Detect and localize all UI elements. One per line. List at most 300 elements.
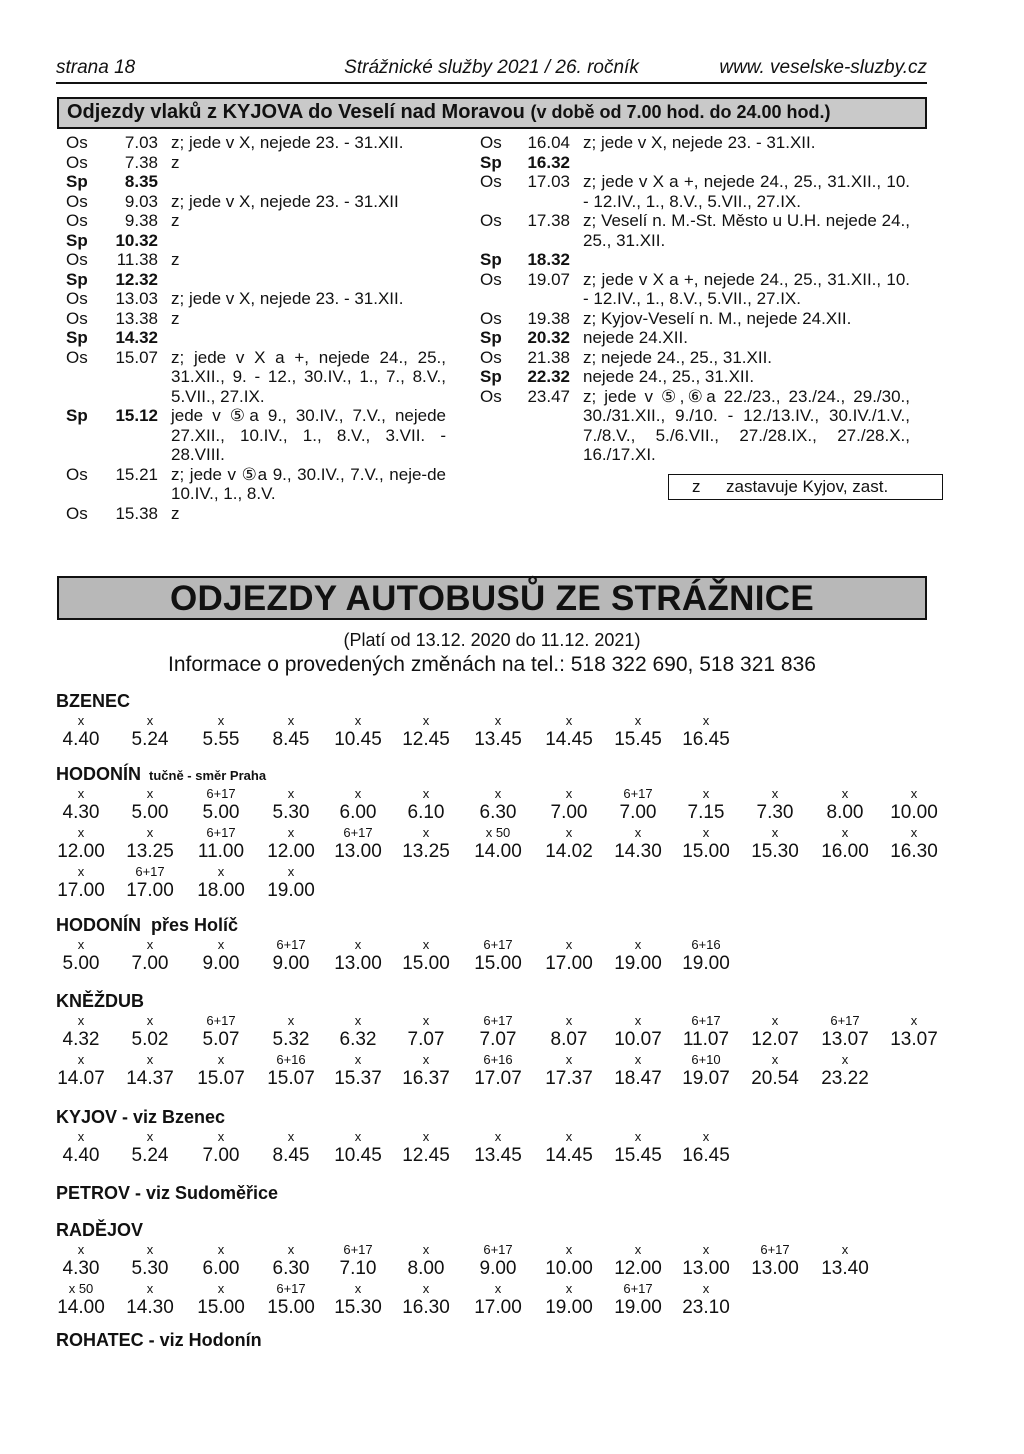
- departure: [323, 1129, 393, 1167]
- departure: [256, 864, 326, 902]
- train-note: [158, 328, 446, 348]
- departure-time: 13.00: [751, 1258, 799, 1279]
- page-number: strana 18: [56, 57, 136, 78]
- departure-time: 10.45: [334, 729, 382, 750]
- train-time: 13.38: [115, 308, 158, 328]
- departure-time: 12.45: [402, 1145, 450, 1166]
- departure: [463, 1013, 533, 1051]
- departure: [603, 1013, 673, 1051]
- train-time: 7.38: [124, 152, 158, 172]
- departure-days-mark: x: [287, 825, 295, 840]
- departure-days-mark: x: [565, 1052, 573, 1067]
- departure-time: 15.30: [751, 841, 799, 862]
- train-time: 14.32: [115, 328, 158, 347]
- departure-days-mark: x: [494, 786, 502, 801]
- train-row: [480, 328, 910, 348]
- destination-block: [56, 1220, 936, 1320]
- departure-time: 7.00: [550, 802, 588, 823]
- departure-days-mark: x: [146, 937, 154, 952]
- legend-value: zastavuje Kyjov, zast.: [726, 477, 889, 496]
- departure: [115, 713, 185, 751]
- departure-time: 8.00: [407, 1258, 445, 1279]
- train-row: [66, 504, 446, 524]
- departure-time: 8.07: [550, 1029, 588, 1050]
- departure-time: 8.45: [272, 1145, 310, 1166]
- departure-days-mark: 6+17: [760, 1242, 790, 1257]
- train-column-left: [66, 133, 446, 523]
- departure: [671, 937, 741, 975]
- departure-days-mark: x: [702, 1281, 710, 1296]
- train-row: [480, 367, 910, 387]
- departure: [186, 1129, 256, 1167]
- departure: [46, 937, 116, 975]
- departure-row: [56, 1281, 936, 1320]
- departure-days-mark: x: [146, 1129, 154, 1144]
- departure-time: 14.45: [545, 729, 593, 750]
- departure-time: 14.00: [57, 1297, 105, 1318]
- departure-days-mark: x: [634, 1129, 642, 1144]
- departure-time: 18.00: [197, 880, 245, 901]
- departure-days-mark: x: [634, 1242, 642, 1257]
- departure-days-mark: x: [422, 1242, 430, 1257]
- departure-time: 15.00: [402, 953, 450, 974]
- departure: [323, 1013, 393, 1051]
- departure-time: 4.32: [62, 1029, 100, 1050]
- train-note: z: [171, 211, 180, 230]
- departure: [391, 1052, 461, 1090]
- departure: [671, 1052, 741, 1090]
- departure-days-mark: x: [287, 786, 295, 801]
- departure-days-mark: x: [422, 1052, 430, 1067]
- departure-time: 6.00: [202, 1258, 240, 1279]
- departure-days-mark: x: [565, 1013, 573, 1028]
- train-note: z; Kyjov-Veselí n. M., nejede 24.XII.: [583, 308, 852, 328]
- departure: [534, 713, 604, 751]
- train-time: 17.38: [527, 211, 570, 230]
- departure: [46, 864, 116, 902]
- departure-days-mark: x: [217, 1281, 225, 1296]
- train-time: 13.03: [115, 289, 158, 308]
- departure-time: 19.07: [682, 1068, 730, 1089]
- departure-time: 16.37: [402, 1068, 450, 1089]
- departure-time: 17.00: [474, 1297, 522, 1318]
- departure: [256, 1281, 326, 1319]
- departure-time: 9.00: [202, 953, 240, 974]
- train-type: Os: [480, 347, 502, 367]
- departure: [391, 786, 461, 824]
- train-note: [570, 250, 910, 270]
- departure: [603, 1281, 673, 1319]
- departure-days-mark: x: [217, 937, 225, 952]
- departure-time: 11.00: [197, 841, 245, 862]
- departure: [463, 713, 533, 751]
- train-note: nejede 24.XII.: [583, 328, 688, 347]
- train-row: [66, 309, 446, 329]
- departure-row: [56, 786, 936, 825]
- departure-time: 7.07: [407, 1029, 445, 1050]
- departure-time: 15.45: [614, 729, 662, 750]
- departure: [115, 1281, 185, 1319]
- departure-time: 13.00: [334, 953, 382, 974]
- departure-days-mark: x: [354, 786, 362, 801]
- departure-days-mark: x: [77, 1242, 85, 1257]
- departure-days-mark: x: [910, 1013, 918, 1028]
- destination-label: BZENEC: [56, 691, 131, 711]
- departure: [115, 1013, 185, 1051]
- departure-time: 4.30: [62, 802, 100, 823]
- train-row: [66, 172, 446, 192]
- train-row: [480, 250, 910, 270]
- departure-days-mark: x: [146, 786, 154, 801]
- departure: [391, 1013, 461, 1051]
- departure-time: 13.07: [890, 1029, 938, 1050]
- train-type: Os: [66, 503, 88, 523]
- departure-days-mark: x: [287, 713, 295, 728]
- train-time: 15.21: [115, 464, 158, 484]
- departure-days-mark: 6+16: [691, 937, 721, 952]
- departure-days-mark: x: [146, 713, 154, 728]
- departure-days-mark: x: [217, 1052, 225, 1067]
- departure: [740, 1242, 810, 1280]
- departure-time: 5.00: [62, 953, 100, 974]
- departure: [186, 1242, 256, 1280]
- departure-time: 9.00: [479, 1258, 517, 1279]
- legend-key: z: [692, 477, 701, 496]
- departure-days-mark: 6+16: [483, 1052, 513, 1067]
- departure: [603, 1242, 673, 1280]
- destination-block: [56, 1330, 936, 1352]
- departure: [256, 1129, 326, 1167]
- departure-time: 15.00: [474, 953, 522, 974]
- departure-time: 5.00: [202, 802, 240, 823]
- departure-days-mark: x: [287, 1242, 295, 1257]
- departure: [46, 786, 116, 824]
- departure-time: 14.37: [126, 1068, 174, 1089]
- destination-block: [56, 915, 936, 976]
- train-type: Os: [480, 211, 502, 230]
- departure-days-mark: x: [287, 1129, 295, 1144]
- departure: [186, 825, 256, 863]
- departure-time: 16.45: [682, 1145, 730, 1166]
- train-type: Os: [66, 464, 88, 484]
- destination-subtitle: tučně - směr Praha: [149, 768, 267, 783]
- train-note: z; jede v X a +, nejede 24., 25., 31.XII., 10. - 12.IV., 1., 8.V., 5.VII., 27.IX.: [583, 269, 910, 308]
- departure-days-mark: x: [565, 1281, 573, 1296]
- departure-time: 7.00: [131, 953, 169, 974]
- departure-time: 5.07: [202, 1029, 240, 1050]
- departure-days-mark: 6+17: [343, 825, 373, 840]
- departure-days-mark: x: [287, 1013, 295, 1028]
- departure: [186, 864, 256, 902]
- departure-time: 14.02: [545, 841, 593, 862]
- departure: [463, 1052, 533, 1090]
- train-time: 16.04: [527, 133, 570, 152]
- departure-days-mark: x: [841, 1242, 849, 1257]
- departure-time: 15.00: [197, 1297, 245, 1318]
- departure-days-mark: x: [287, 864, 295, 879]
- destination-name: [56, 991, 936, 1013]
- train-type: Os: [66, 191, 88, 211]
- departure-days-mark: x: [77, 786, 85, 801]
- departure: [323, 713, 393, 751]
- departure-time: 16.45: [682, 729, 730, 750]
- departure: [810, 825, 880, 863]
- train-row: [66, 250, 446, 270]
- departure-time: 6.30: [479, 802, 517, 823]
- departure-time: 12.00: [267, 841, 315, 862]
- departure-days-mark: x: [217, 864, 225, 879]
- departure: [603, 786, 673, 824]
- departure-time: 10.00: [545, 1258, 593, 1279]
- departure-row: [56, 713, 936, 752]
- departure-days-mark: x: [565, 1129, 573, 1144]
- departure-time: 13.45: [474, 729, 522, 750]
- train-type: Os: [480, 133, 502, 152]
- departure: [740, 1052, 810, 1090]
- departure-days-mark: x: [634, 713, 642, 728]
- departure-time: 8.00: [826, 802, 864, 823]
- departure-time: 13.40: [821, 1258, 869, 1279]
- website-url: www. veselske-sluzby.cz: [719, 57, 927, 78]
- departure-days-mark: x: [702, 1129, 710, 1144]
- departure-time: 14.45: [545, 1145, 593, 1166]
- departure-time: 5.30: [272, 802, 310, 823]
- departure: [46, 713, 116, 751]
- departure-days-mark: x: [422, 713, 430, 728]
- departure-time: 12.07: [751, 1029, 799, 1050]
- bus-title-text: ODJEZDY AUTOBUSŮ ZE STRÁŽNICE: [170, 579, 814, 618]
- departure-time: 23.22: [821, 1068, 869, 1089]
- departure-days-mark: x: [422, 786, 430, 801]
- train-time: 19.38: [527, 308, 570, 328]
- departure-time: 13.25: [402, 841, 450, 862]
- departure: [534, 1129, 604, 1167]
- departure-time: 5.32: [272, 1029, 310, 1050]
- departure-days-mark: x: [494, 1129, 502, 1144]
- departure-time: 7.15: [687, 802, 725, 823]
- train-row: [480, 153, 910, 173]
- departure-time: 4.40: [62, 1145, 100, 1166]
- departure: [671, 825, 741, 863]
- departure-time: 15.30: [334, 1297, 382, 1318]
- departure-days-mark: x: [634, 825, 642, 840]
- departure: [323, 937, 393, 975]
- departure: [534, 937, 604, 975]
- train-row: [66, 465, 446, 504]
- destination-name: [56, 1330, 936, 1352]
- departure: [46, 1281, 116, 1319]
- destination-label: KYJOV - viz Bzenec: [56, 1107, 226, 1127]
- departure: [186, 786, 256, 824]
- departure-time: 19.00: [545, 1297, 593, 1318]
- train-note: [570, 153, 910, 173]
- train-note: z: [171, 503, 180, 523]
- train-type: Os: [66, 211, 88, 230]
- departure-time: 8.45: [272, 729, 310, 750]
- departure-time: 7.30: [756, 802, 794, 823]
- destination-label: PETROV - viz Sudoměřice: [56, 1183, 279, 1203]
- destination-label: KNĚŽDUB: [56, 991, 144, 1011]
- departure-days-mark: x: [77, 864, 85, 879]
- destination-label: RADĚJOV: [56, 1220, 144, 1240]
- departure-time: 15.07: [197, 1068, 245, 1089]
- departure-time: 19.00: [682, 953, 730, 974]
- departure-days-mark: x: [422, 1281, 430, 1296]
- departure: [740, 786, 810, 824]
- destination-name: [56, 915, 936, 937]
- phone-info: Informace o provedených změnách na tel.: 518 322 690, 518 321 836: [168, 653, 816, 676]
- train-time: 11.38: [116, 250, 158, 269]
- destination-block: [56, 1183, 936, 1205]
- train-type: Os: [66, 347, 88, 367]
- train-note: [158, 172, 446, 192]
- departure-days-mark: x: [841, 786, 849, 801]
- train-time: 21.38: [527, 347, 570, 367]
- departure-days-mark: 6+17: [691, 1013, 721, 1028]
- train-type: Os: [66, 133, 88, 152]
- train-title-text: Odjezdy vlaků z KYJOVA do Veselí nad Moravou: [67, 101, 525, 123]
- destination-name: [56, 691, 936, 713]
- departure-days-mark: x: [77, 937, 85, 952]
- departure-days-mark: x: [702, 713, 710, 728]
- train-legend: [668, 474, 943, 500]
- departure-time: 4.30: [62, 1258, 100, 1279]
- departure-time: 14.30: [126, 1297, 174, 1318]
- departure-days-mark: x: [494, 1281, 502, 1296]
- departure: [463, 1281, 533, 1319]
- train-time: 19.07: [527, 269, 570, 289]
- departure: [671, 713, 741, 751]
- publication-title: Strážnické služby 2021 / 26. ročník: [344, 57, 639, 78]
- destination-block: [56, 991, 936, 1091]
- departure-days-mark: 6+17: [206, 1013, 236, 1028]
- train-type: Sp: [66, 230, 88, 250]
- departure: [256, 825, 326, 863]
- departure-time: 10.07: [614, 1029, 662, 1050]
- departure-time: 13.00: [682, 1258, 730, 1279]
- departure-days-mark: 6+17: [276, 937, 306, 952]
- departure-time: 5.00: [131, 802, 169, 823]
- train-note: z; jede v X, nejede 23. - 31.XII.: [171, 289, 404, 308]
- departure: [391, 937, 461, 975]
- departure: [323, 1242, 393, 1280]
- departure: [671, 1242, 741, 1280]
- departure: [810, 1052, 880, 1090]
- train-row: [66, 328, 446, 348]
- departure-days-mark: x: [146, 825, 154, 840]
- departure: [46, 825, 116, 863]
- departure-days-mark: x: [634, 1052, 642, 1067]
- departure: [391, 1129, 461, 1167]
- train-type: Os: [66, 152, 88, 172]
- departure-days-mark: 6+17: [623, 786, 653, 801]
- departure: [879, 825, 949, 863]
- train-row: [66, 406, 446, 465]
- train-type: Sp: [480, 328, 502, 347]
- departure-days-mark: x: [354, 1129, 362, 1144]
- train-note: z: [171, 250, 180, 269]
- departure: [115, 1052, 185, 1090]
- departure-days-mark: x: [217, 1242, 225, 1257]
- departure: [186, 1013, 256, 1051]
- train-note: jede v ⑤a 9., 30.IV., 7.V., nejede 27.XII., 10.IV., 1., 8.V., 3.VII. - 28.VIII.: [171, 406, 446, 464]
- departure-days-mark: x: [634, 1013, 642, 1028]
- departure: [534, 825, 604, 863]
- departure: [810, 1013, 880, 1051]
- departure: [534, 786, 604, 824]
- train-note: [158, 270, 446, 290]
- train-time: 7.03: [124, 133, 158, 152]
- departure-days-mark: x 50: [68, 1281, 94, 1296]
- departure-days-mark: 6+17: [343, 1242, 373, 1257]
- train-type: Sp: [66, 269, 88, 289]
- page-header: [56, 54, 927, 84]
- departure-time: 15.37: [334, 1068, 382, 1089]
- train-row: [66, 192, 446, 212]
- departure-days-mark: x: [494, 713, 502, 728]
- departure-days-mark: 6+17: [830, 1013, 860, 1028]
- train-row: [66, 348, 446, 407]
- departure-days-mark: x: [702, 1242, 710, 1257]
- departure-days-mark: 6+17: [483, 937, 513, 952]
- departure: [256, 937, 326, 975]
- departure: [256, 1242, 326, 1280]
- train-note: z: [171, 152, 180, 172]
- train-note: z; jede v X a +, nejede 24., 25., 31.XII., 10. - 12.IV., 1., 8.V., 5.VII., 27.IX.: [583, 172, 910, 211]
- train-row: [66, 133, 446, 153]
- destination-subtitle: přes Holíč: [151, 915, 239, 935]
- departure: [256, 713, 326, 751]
- departure-days-mark: x: [354, 1281, 362, 1296]
- train-type: Sp: [66, 328, 88, 347]
- departure: [186, 937, 256, 975]
- train-row: [480, 309, 910, 329]
- departure-days-mark: 6+16: [276, 1052, 306, 1067]
- departure-days-mark: x: [771, 1013, 779, 1028]
- train-row: [66, 270, 446, 290]
- departure-time: 7.00: [619, 802, 657, 823]
- destination-label: ROHATEC - viz Hodonín: [56, 1330, 262, 1350]
- departure-time: 12.00: [614, 1258, 662, 1279]
- departure: [115, 786, 185, 824]
- train-type: Os: [66, 289, 88, 308]
- departure-days-mark: x: [565, 786, 573, 801]
- departure-time: 19.00: [614, 1297, 662, 1318]
- departure-days-mark: x: [77, 713, 85, 728]
- departure-time: 5.02: [131, 1029, 169, 1050]
- departure-time: 10.45: [334, 1145, 382, 1166]
- departure: [603, 713, 673, 751]
- departure: [534, 1281, 604, 1319]
- train-time: 9.38: [124, 211, 158, 230]
- departure-days-mark: x: [422, 1129, 430, 1144]
- train-note: z; jede v ⑤a 9., 30.IV., 7.V., neje-de 10.IV., 1., 8.V.: [171, 464, 446, 503]
- departure-time: 5.24: [131, 1145, 169, 1166]
- destination-label: HODONÍN: [56, 764, 141, 784]
- departure-row: [56, 825, 936, 864]
- departure-days-mark: x: [77, 1129, 85, 1144]
- departure: [879, 1013, 949, 1051]
- departure-row: [56, 937, 936, 976]
- train-type: Os: [480, 308, 502, 328]
- departure: [115, 1242, 185, 1280]
- train-section-title: [57, 97, 927, 129]
- departure-days-mark: x: [146, 1013, 154, 1028]
- departure: [323, 786, 393, 824]
- departure-time: 14.30: [614, 841, 662, 862]
- departure: [46, 1013, 116, 1051]
- departure-days-mark: x: [422, 1013, 430, 1028]
